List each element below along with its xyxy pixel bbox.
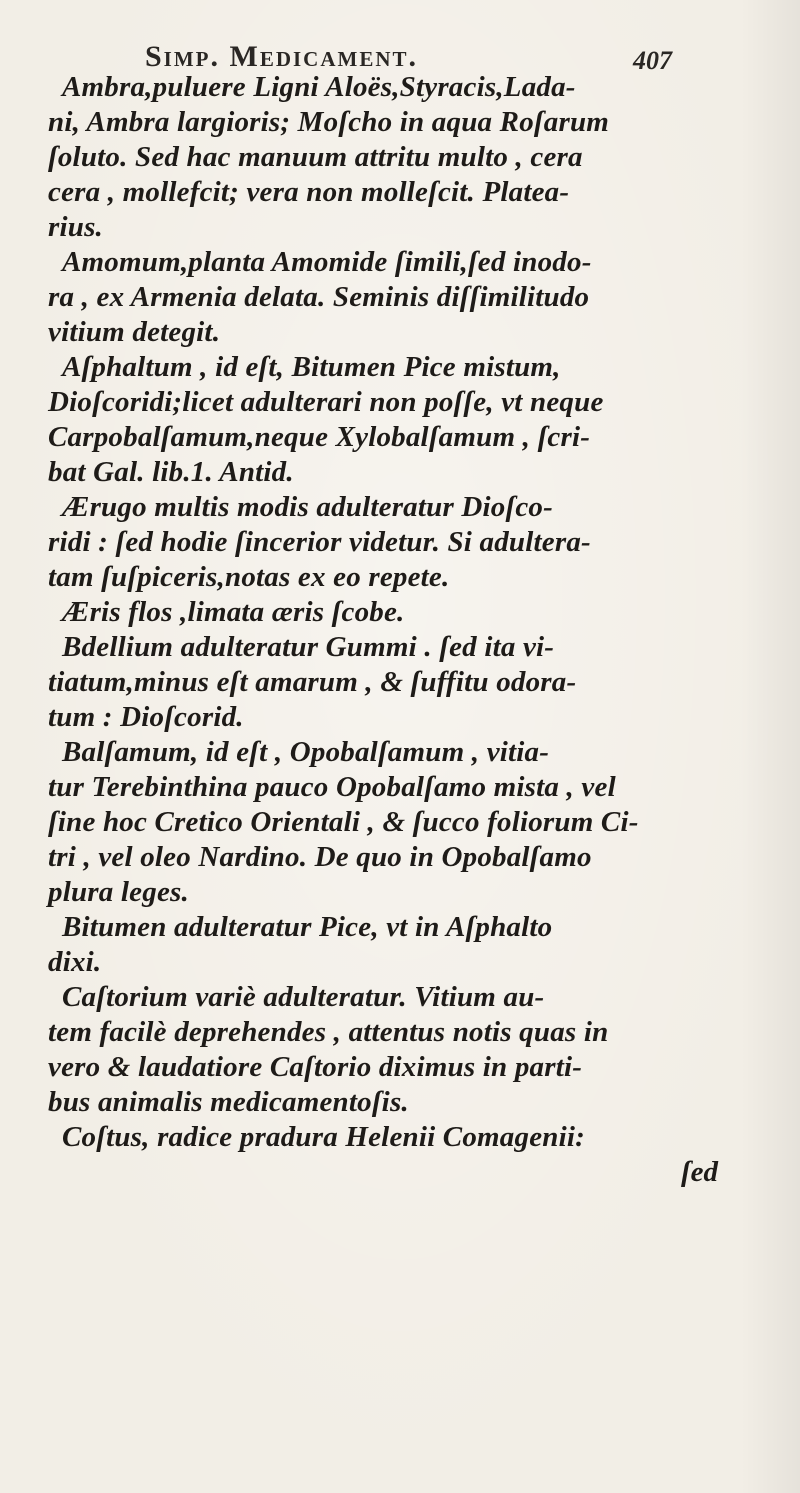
text-line: vitium detegit. [48,316,221,348]
text-line: bat Gal. lib.1. Antid. [48,456,294,488]
text-line: rius. [48,211,104,243]
text-line: Bdellium adulteratur Gummi . ſed ita vi- [62,631,555,663]
page-number: 407 [633,46,672,75]
text-line: Ambra,puluere Ligni Aloës,Styracis,Lada- [62,71,576,103]
catchword: ſed [680,1156,718,1188]
text-line: vero & laudatiore Caſtorio diximus in parti- [48,1051,583,1083]
text-line: tri , vel oleo Nardino. De quo in Opobalſamo [48,841,592,873]
text-line: Caſtorium variè adulteratur. Vitium au- [62,981,545,1013]
text-line: Ærugo multis modis adulteratur Dioſco- [62,491,553,523]
text-block [48,70,748,1190]
text-line: dixi. [48,946,102,978]
text-line: Aſphaltum , id eſt, Bitumen Pice mistum, [62,351,561,383]
text-line: ſoluto. Sed hac manuum attritu multo , cera [48,141,583,173]
text-line: ra , ex Armenia delata. Seminis diſſimilitudo [48,281,590,313]
text-line: Carpobalſamum,neque Xylobalſamum , ſcri- [48,421,591,453]
text-line: cera , mollefcit; vera non molleſcit. Platea- [48,176,570,208]
text-line: plura leges. [48,876,189,908]
text-line: ſine hoc Cretico Orientali , & ſucco foliorum Ci- [48,806,639,838]
text-line: Balſamum, id eſt , Opobalſamum , vitia- [62,736,550,768]
text-line: tam ſuſpiceris,notas ex eo repete. [48,561,450,593]
text-line: ridi : ſed hodie ſincerior videtur. Si adultera- [48,526,591,558]
text-line: tiatum,minus eſt amarum , & ſuffitu odora- [48,666,577,698]
text-line: Amomum,planta Amomide ſimili,ſed inodo- [62,246,592,278]
text-line: tem facilè deprehendes , attentus notis quas in [48,1016,609,1048]
text-line: tur Terebinthina pauco Opobalſamo mista , vel [48,771,616,803]
running-title: Simp. Medicament. [145,40,418,73]
page-edge-shadow [740,0,800,1493]
text-line: tum : Dioſcorid. [48,701,244,733]
text-line: Coſtus, radice pradura Helenii Comagenii: [62,1121,585,1153]
text-line: ni, Ambra largioris; Moſcho in aqua Roſarum [48,106,610,138]
text-line: bus animalis medicamentoſis. [48,1086,409,1118]
text-line: Æris flos ,limata æris ſcobe. [62,596,405,628]
text-line: Bitumen adulteratur Pice, vt in Aſphalto [62,911,553,943]
text-line: Dioſcoridi;licet adulterari non poſſe, vt neque [48,386,604,418]
